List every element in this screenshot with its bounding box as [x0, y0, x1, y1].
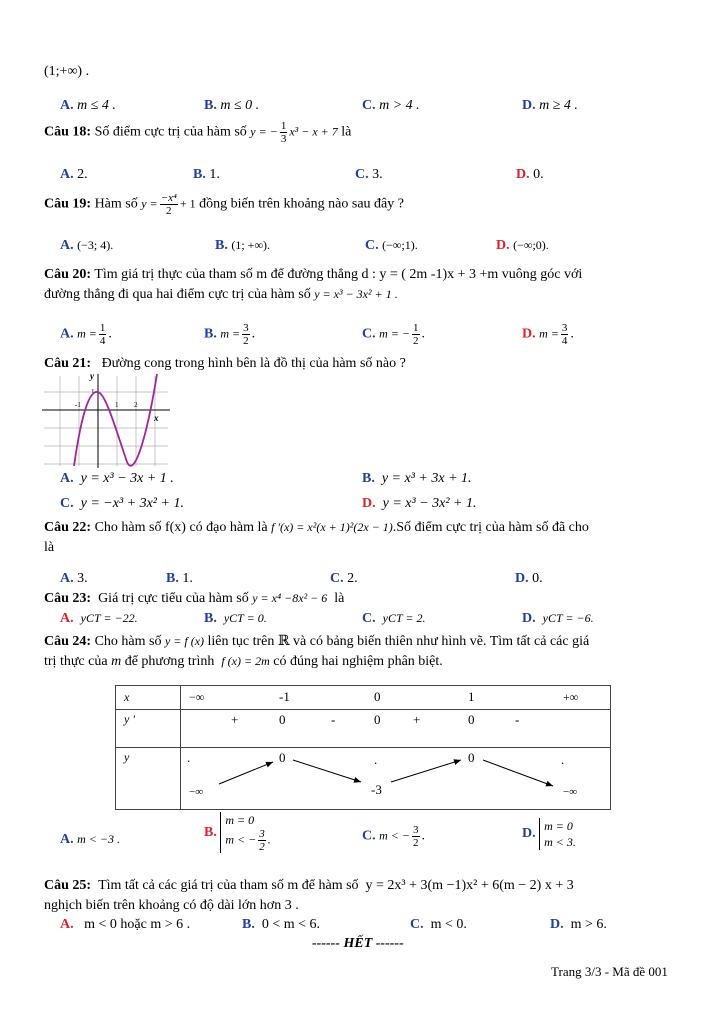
option-a-text: 3.: [77, 571, 88, 586]
option-b-text: 1.: [209, 167, 220, 182]
q20-c-den: 2: [413, 335, 419, 347]
question-25: [44, 878, 574, 894]
option-c-label[interactable]: C.: [362, 611, 376, 626]
option-a-label[interactable]: A.: [60, 917, 74, 932]
sign: +: [413, 712, 421, 727]
option-c-text: (−∞;1).: [382, 238, 418, 252]
q24-c-den: 2: [413, 837, 419, 849]
q21-label: Câu 21:: [44, 356, 92, 371]
dot: .: [374, 752, 378, 767]
option-d-label[interactable]: D.: [522, 826, 536, 841]
option-b-text: 0 < m < 6.: [261, 917, 321, 932]
q20-d-num: 3: [561, 322, 568, 334]
curve: [74, 374, 157, 466]
option-c-label[interactable]: C.: [362, 828, 376, 844]
q24-c-pre: m < −: [379, 828, 410, 843]
option-d-label[interactable]: D.: [522, 611, 536, 626]
q19-f-pre: y =: [141, 196, 158, 211]
y-min: −∞: [189, 786, 204, 798]
y-axis-label: y: [90, 371, 94, 381]
end-marker: ------ HẾT ------: [312, 936, 404, 951]
q23-text: Giá trị cực tiểu của hàm số: [98, 591, 249, 606]
x-val: 1: [468, 689, 475, 704]
x-val: -1: [279, 689, 290, 704]
option-c-label[interactable]: C.: [355, 167, 369, 182]
sign: 0: [279, 712, 286, 727]
row-y-variation: [181, 748, 611, 810]
question-19: [44, 192, 404, 217]
q20-b-den: 2: [243, 335, 249, 347]
option-c-text: y = −x³ + 3x² + 1.: [80, 496, 184, 511]
q23-tail: là: [334, 591, 345, 606]
option-a-label[interactable]: A.: [60, 832, 74, 847]
q20-text2: đường thẳng đi qua hai điểm cực trị của hàm số: [44, 287, 311, 302]
question-23: [44, 591, 344, 607]
option-d-label[interactable]: D.: [550, 917, 564, 932]
q24-text1b: liên tục trên ℝ và có bảng biến thiên như hình vẽ. Tìm tất cả các giá: [207, 634, 590, 649]
q20-c-pre: m = −: [379, 326, 410, 341]
sign: 0: [468, 712, 475, 727]
q23-label: Câu 23:: [44, 591, 92, 606]
q24-c-num: 3: [413, 824, 419, 836]
q19-f-den: 2: [165, 205, 172, 217]
q24-d-l1: m = 0: [544, 819, 573, 833]
option-b-text: y = x³ + 3x + 1.: [381, 471, 472, 486]
q18-f-post: x³ − x + 7: [289, 124, 338, 139]
option-b-text: yCT = 0.: [223, 611, 267, 625]
q18-f-num: 1: [280, 120, 287, 132]
row-y-label: y: [116, 748, 181, 810]
q24-b-system: m = 0 m < − $\frac{3}{2}$ .: [220, 812, 270, 853]
q20-d-pre: m =: [539, 326, 559, 341]
x-val: −∞: [189, 690, 205, 704]
q18-text: Số điểm cực trị của hàm số: [94, 124, 247, 140]
page-footer: Trang 3/3 - Mã đề 001: [551, 964, 668, 979]
q21-text: Đường cong trong hình bên là đồ thị của hàm số nào ?: [101, 356, 406, 371]
option-d-label[interactable]: D.: [515, 571, 529, 586]
option-a-text: m ≤ 4 .: [77, 98, 116, 113]
question-22: [44, 520, 589, 536]
option-b-label[interactable]: B.: [215, 238, 228, 253]
sign: 0: [374, 712, 381, 727]
q24-f1: y = f (x): [164, 634, 205, 648]
row-yp-signs: [181, 710, 611, 748]
q25-f: y = 2x³ + 3(m −1)x² + 6(m − 2) x + 3: [365, 878, 574, 893]
y-min: −∞: [563, 786, 578, 798]
q24-text1a: Cho hàm số: [94, 634, 162, 649]
option-d-text: m ≥ 4 .: [539, 98, 578, 113]
option-c-label[interactable]: C.: [365, 238, 379, 253]
option-d-label[interactable]: D.: [362, 496, 376, 511]
q20-a-den: 4: [99, 335, 106, 347]
q19-f-post: + 1: [179, 196, 196, 211]
q25-text: Tìm tất cả các giá trị của tham số m để hàm số: [98, 878, 359, 893]
q20-a-pre: m =: [77, 326, 97, 341]
option-d-text: yCT = −6.: [542, 611, 594, 625]
option-b-text: (1; +∞).: [231, 238, 270, 252]
q22-label: Câu 22:: [44, 520, 92, 535]
option-b-label[interactable]: B.: [204, 824, 217, 840]
y-min: -3: [371, 782, 382, 797]
option-a-label[interactable]: A.: [60, 167, 74, 182]
option-d-label[interactable]: D.: [522, 98, 536, 113]
option-d-label[interactable]: D.: [522, 326, 536, 342]
q19-tail: đồng biến trên khoảng nào sau đây ?: [199, 196, 404, 212]
q24-b-l2: m < −: [225, 832, 257, 847]
variation-table: [115, 685, 611, 810]
q25-label: Câu 25:: [44, 878, 92, 893]
q20-b-num: 3: [243, 322, 249, 334]
option-c-text: m < 0.: [430, 917, 467, 932]
question-24: [44, 633, 589, 650]
q23-f: y = x⁴ −8x² − 6: [252, 591, 328, 605]
q20-text1: Tìm giá trị thực của tham số m để đường thẳng d : y = ( 2m -1)x + 3 +m vuông góc với: [94, 267, 583, 282]
option-a-label[interactable]: A.: [60, 326, 74, 342]
option-b-label[interactable]: B.: [362, 471, 375, 486]
row-yp-label: y ': [116, 710, 181, 748]
option-c-label[interactable]: C.: [330, 571, 344, 586]
option-c-text: 3.: [372, 167, 383, 182]
sign: +: [231, 712, 239, 727]
q24-d-system: m = 0 m < 3.: [539, 818, 576, 850]
option-a-text: yCT = −22.: [80, 611, 138, 625]
prev-interval: (1;+∞) .: [44, 64, 90, 79]
option-c-label[interactable]: C.: [362, 326, 376, 342]
option-a-text: m < −3 .: [77, 832, 120, 846]
option-a-label[interactable]: A.: [60, 471, 74, 486]
option-a-label[interactable]: A.: [60, 238, 74, 253]
q19-label: Câu 19:: [44, 196, 92, 212]
q19-text: Hàm số: [94, 196, 138, 212]
q18-f-pre: y = −: [250, 124, 278, 139]
option-c-label[interactable]: C.: [410, 917, 424, 932]
option-d-text: 0.: [532, 571, 543, 586]
row-x-label: x: [116, 686, 181, 710]
option-d-text: m > 6.: [570, 917, 607, 932]
option-a-text: m < 0 hoặc m > 6 .: [84, 917, 191, 932]
option-d-text: 0.: [533, 167, 544, 182]
x-axis-label: x: [154, 413, 159, 423]
q22-text3: là: [44, 540, 55, 555]
q17-options: [60, 98, 116, 114]
option-b-label[interactable]: B.: [204, 611, 217, 626]
option-a-text: (−3; 4).: [77, 238, 114, 252]
q24-text2b: để phương trình: [124, 654, 215, 669]
option-c-label[interactable]: C.: [362, 98, 376, 113]
y-max: 0: [279, 750, 286, 765]
question-20: [44, 267, 582, 283]
option-b-text: m ≤ 0 .: [220, 98, 260, 113]
q24-b-num: 3: [259, 828, 265, 840]
q18-f-den: 3: [280, 133, 287, 145]
q24-b-l1: m = 0: [225, 813, 255, 827]
tick-1: 1: [115, 401, 119, 409]
sign: -: [515, 712, 520, 727]
option-b-label[interactable]: B.: [166, 571, 179, 586]
option-a-label[interactable]: A.: [60, 98, 74, 113]
q18-label: Câu 18:: [44, 124, 92, 140]
sign: -: [331, 712, 336, 727]
q20-d-den: 4: [561, 335, 568, 347]
option-a-label[interactable]: A.: [60, 611, 74, 626]
q20-label: Câu 20:: [44, 267, 92, 282]
q19-f-num: −x⁴: [160, 192, 177, 204]
variation-arrows: [181, 748, 675, 810]
option-b-label[interactable]: B.: [204, 326, 217, 342]
q24-m: m: [111, 654, 122, 669]
q21-graph: [40, 370, 175, 470]
q22-text1: Cho hàm số f(x) có đạo hàm là: [94, 520, 268, 535]
option-b-label[interactable]: B.: [204, 98, 217, 113]
x-val: +∞: [563, 690, 579, 704]
option-b-text: 1.: [182, 571, 193, 586]
dot: .: [187, 750, 191, 765]
q18-tail: là: [341, 124, 352, 140]
option-a-text: 2.: [77, 167, 88, 182]
q24-b-den: 2: [259, 841, 265, 853]
option-d-label[interactable]: D.: [496, 238, 510, 253]
question-18: [44, 120, 351, 145]
q20-f: y = x³ − 3x² + 1 .: [314, 287, 398, 301]
tick-neg1: -1: [75, 401, 81, 409]
q24-label: Câu 24:: [44, 634, 92, 649]
q24-f2: f (x) = 2m: [221, 654, 270, 668]
dot: .: [561, 752, 565, 767]
q20-b-pre: m =: [220, 326, 241, 341]
option-c-label[interactable]: C.: [60, 496, 74, 511]
q22-text2: .Số điểm cực trị của hàm số đã cho: [392, 520, 589, 535]
option-c-text: m > 4 .: [379, 98, 420, 113]
q24-text2c: có đúng hai nghiệm phân biệt.: [273, 654, 443, 669]
tick-y1: 1: [91, 388, 95, 396]
option-a-label[interactable]: A.: [60, 571, 74, 586]
option-b-label[interactable]: B.: [193, 167, 206, 182]
option-d-label[interactable]: D.: [516, 167, 530, 182]
q24-text2a: trị thực của: [44, 654, 108, 669]
q20-c-num: 1: [413, 322, 419, 334]
tick-2: 2: [134, 401, 138, 409]
option-b-label[interactable]: B.: [242, 917, 255, 932]
row-x-values: [181, 686, 611, 710]
option-c-text: yCT = 2.: [382, 611, 426, 625]
option-a-text: y = x³ − 3x + 1 .: [80, 471, 174, 486]
graph-grid: [44, 376, 168, 466]
y-max: 0: [468, 750, 475, 765]
option-d-text: (−∞;0).: [513, 238, 549, 252]
q25-text2: nghịch biến trên khoảng có độ dài lớn hơn 3 .: [44, 898, 299, 913]
x-val: 0: [374, 689, 381, 704]
q24-d-l2: m < 3: [544, 835, 573, 849]
option-c-text: 2.: [347, 571, 358, 586]
option-d-text: y = x³ − 3x² + 1.: [382, 496, 477, 511]
q20-a-num: 1: [99, 322, 106, 334]
q22-f: f '(x) = x²(x + 1)²(2x − 1): [271, 520, 393, 534]
